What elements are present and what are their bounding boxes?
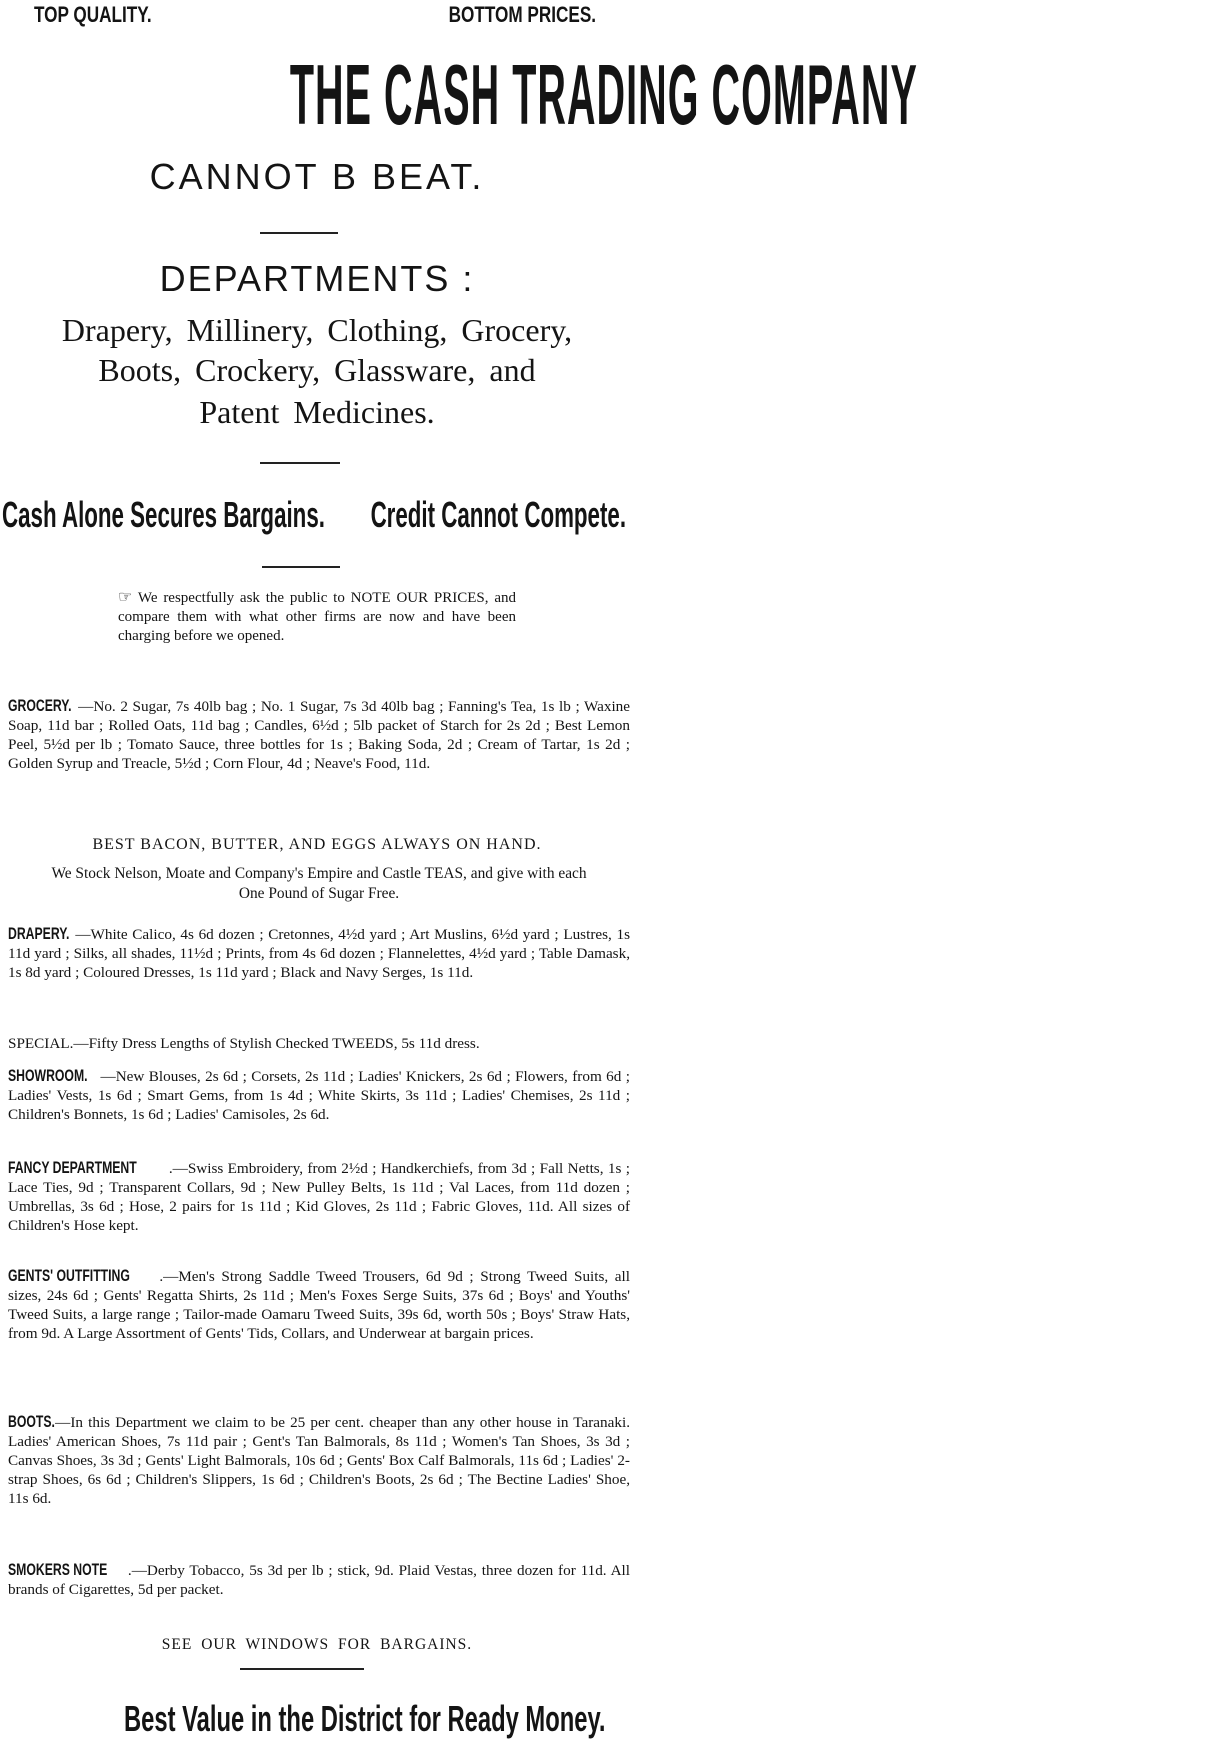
grocery-label: GROCERY. [8,696,72,715]
slogan-left: Cash Alone Secures Bargains. [2,494,325,535]
gents-outfitting-section [8,1266,630,1343]
fancy-department-section [8,1158,630,1235]
slogan-right: Credit Cannot Compete. [370,494,626,535]
boots-section [8,1412,630,1508]
departments-heading: DEPARTMENTS : [159,258,475,299]
windows-line: SEE OUR WINDOWS FOR BARGAINS. [161,1636,473,1653]
price-notice [118,588,516,646]
slogan-row [0,494,634,538]
footer-slogan-wrap [0,1698,634,1740]
departments-line-3: Patent Medicines. [199,394,435,430]
smokers-note-label: SMOKERS NOTE [8,1560,108,1579]
drapery-text: —White Calico, 4s 6d dozen ; Cretonnes, 4½d yard ; Art Muslins, 6½d yard ; Lustres, 1s 11d yard ; Silks, all shades, 11½d ; Prints, from 4s 6d dozen ; Flannelettes, 4½d yard ; Table Damask, 1s 8d yard ; Coloured Dresses, 1s 11d yard ; Black and Navy Serges, 1s 11d. [8,926,630,981]
bacon-line: BEST BACON, BUTTER, AND EGGS ALWAYS ON HAND. [92,836,542,853]
smokers-note-section [8,1560,630,1599]
showroom-section [8,1066,630,1124]
divider-rule [240,1668,364,1670]
divider-rule [260,232,338,234]
divider-rule [262,566,340,568]
top-quality-tag: TOP QUALITY. [34,2,152,27]
pointing-hand-icon: ☞ [118,589,133,606]
top-tagline-row [34,2,596,30]
departments-line-2: Boots, Crockery, Glassware, and [98,352,536,388]
fancy-department-label: FANCY DEPARTMENT [8,1158,137,1177]
departments-line-1: Drapery, Millinery, Clothing, Grocery, [61,312,573,348]
fancy-department-text: .—Swiss Embroidery, from 2½d ; Handkerchiefs, from 3d ; Fall Netts, 1s ; Lace Ties, 9d ; Transparent Collars, 9d ; New Pulley Belts, 1s 11d ; Val Laces, from 11d dozen ; Umbrellas, 3s 6d ; Hose, 2 pairs for 1s 11d ; Kid Gloves, 2s 11d ; Fabric Gloves, 11d. All sizes of Children's Hose kept. [8,1160,630,1234]
boots-label: BOOTS. [8,1412,55,1431]
tagline: CANNOT B BEAT. [149,156,485,197]
gents-outfitting-label: GENTS' OUTFITTING [8,1266,130,1285]
boots-text: —In this Department we claim to be 25 per cent. cheaper than any other house in Taranaki. Ladies' American Shoes, 7s 11d pair ; Gent's Tan Balmorals, 8s 11d ; Women's Tan Shoes, 3s 3d ; Canvas Shoes, 3s 3d ; Gents' Light Balmorals, 10s 6d ; Gents' Box Calf Balmorals, 11s 6d ; Ladies' 2-strap Shoes, 6s 6d ; Children's Slippers, 1s 6d ; Children's Boots, 2s 6d ; The Bectine Ladies' Shoe, 11s 6d. [8,1414,630,1507]
smokers-note-text: .—Derby Tobacco, 5s 3d per lb ; stick, 9d. Plaid Vestas, three dozen for 11d. All brands of Cigarettes, 5d per packet. [8,1562,630,1598]
drapery-section [8,924,630,982]
special-label: SPECIAL. [8,1035,74,1052]
grocery-text: —No. 2 Sugar, 7s 40lb bag ; No. 1 Sugar, 7s 3d 40lb bag ; Fanning's Tea, 1s lb ; Waxine Soap, 11d bar ; Rolled Oats, 11d bag ; Candles, 6½d ; 5lb packet of Starch for 2s 2d ; Best Lemon Peel, 5½d per lb ; Tomato Sauce, three bottles for 1s ; Baking Soda, 2d ; Cream of Tartar, 1s 2d ; Golden Syrup and Treacle, 5½d ; Corn Flour, 4d ; Neave's Food, 11d. [8,698,630,772]
special-section [8,1034,630,1053]
footer-slogan: Best Value in the District for Ready Money. [124,1698,606,1739]
teas-line: We Stock Nelson, Moate and Company's Empire and Castle TEAS, and give with each One Pound of Sugar Free. [51,865,587,902]
special-text: —Fifty Dress Lengths of Stylish Checked TWEEDS, 5s 11d dress. [73,1035,480,1052]
gents-outfitting-text: .—Men's Strong Saddle Tweed Trousers, 6d 9d ; Strong Tweed Suits, all sizes, 24s 6d ; Gents' Regatta Shirts, 2s 11d ; Men's Foxes Serge Suits, 37s 6d ; Boys' and Youths' Tweed Suits, a large range ; Tailor-made Oamaru Tweed Suits, 39s 6d, worth 50s ; Boys' Straw Hats, from 9d. A Large Assortment of Gents' Tids, Collars, and Underwear at bargain prices. [8,1268,630,1342]
divider-rule [260,462,340,464]
company-name: THE CASH TRADING COMPANY [289,47,918,143]
grocery-section [8,696,630,773]
notice-text: We respectfully ask the public to NOTE OUR PRICES, and compare them with what other firms are now and have been charging before we opened. [118,590,516,644]
bottom-prices-tag: BOTTOM PRICES. [448,2,596,27]
company-masthead [0,42,918,143]
showroom-text: —New Blouses, 2s 6d ; Corsets, 2s 11d ; Ladies' Knickers, 2s 6d ; Flowers, from 6d ; Ladies' Vests, 1s 6d ; Smart Gems, from 1s 4d ; White Skirts, 3s 11d ; Ladies' Chemises, 2s 11d ; Children's Bonnets, 1s 6d ; Ladies' Camisoles, 2s 6d. [8,1068,630,1123]
showroom-label: SHOWROOM. [8,1066,88,1085]
drapery-label: DRAPERY. [8,924,70,943]
